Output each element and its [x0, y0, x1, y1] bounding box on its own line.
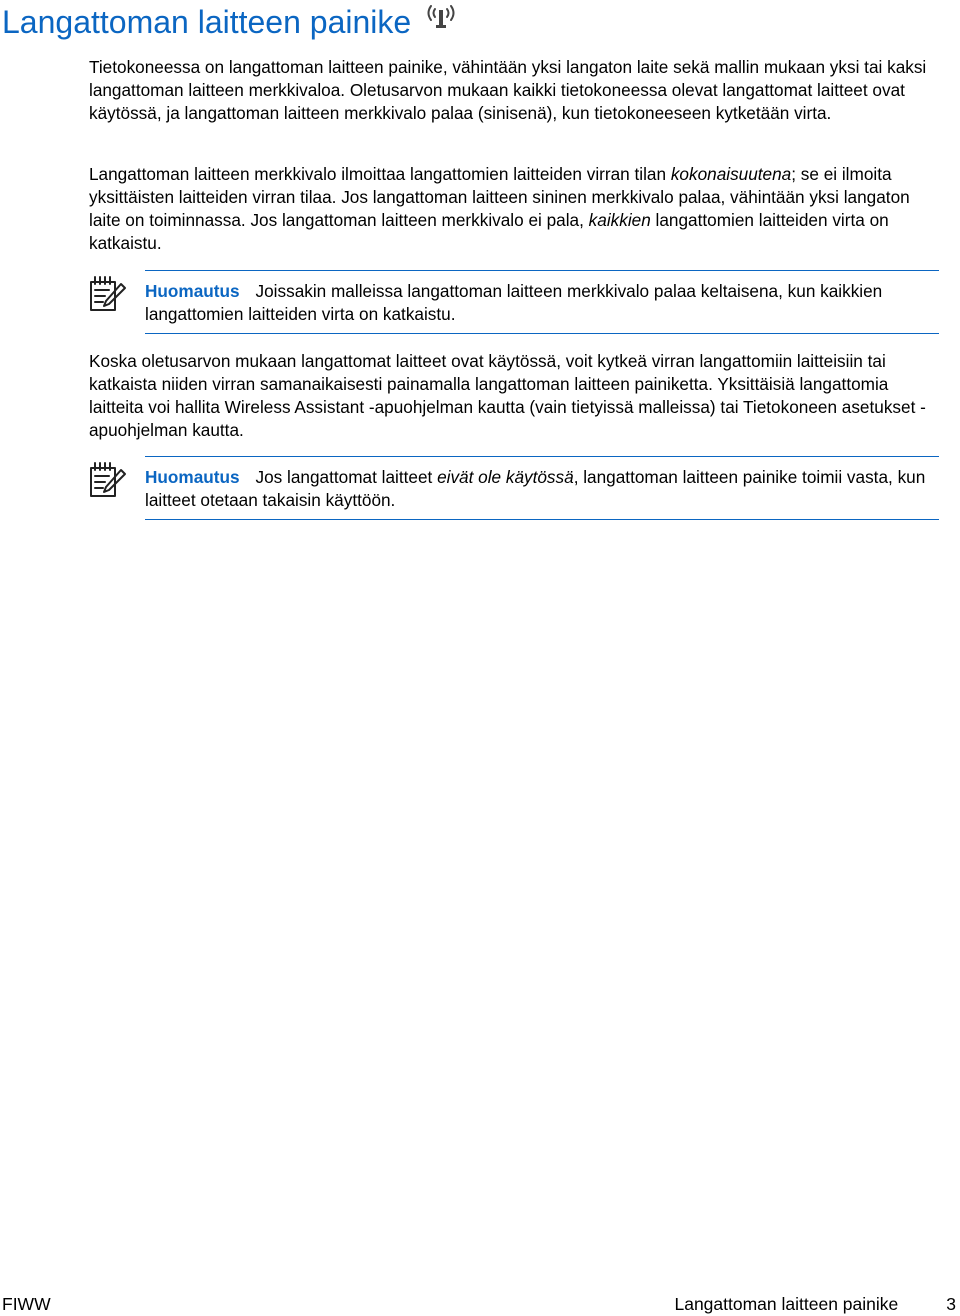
page-title [2, 0, 459, 44]
indicator-text-a: Langattoman laitteen merkkivalo ilmoittaa langattomien laitteiden virran tilan [89, 164, 671, 184]
footer-section-title: Langattoman laitteen painike [674, 1294, 899, 1314]
footer-page-number: 3 [946, 1294, 956, 1314]
wireless-antenna-icon [423, 2, 459, 32]
indicator-text-c: langattomien laitteiden virta on katkaistu. [89, 210, 889, 253]
intro-paragraph: Tietokoneessa on langattoman laitteen painike, vähintään yksi langaton laite sekä mallin mukaan yksi tai kaksi langattoman laitteen merkkivaloa. Oletusarvon mukaan kaikki tietokoneessa olevat langattomat laitteet ovat käytössä, ja langattoman laitteen merkkivalo palaa (sinisenä), kun tietokoneeseen kytketään virta. [89, 57, 927, 123]
indicator-emphasis-1: kokonaisuutena [670, 164, 792, 184]
footer-doc-code: FIWW [2, 1294, 51, 1314]
footer-right [674, 1292, 956, 1316]
control-paragraph: Koska oletusarvon mukaan langattomat laitteet ovat käytössä, voit kytkeä virran langattomiin laitteisiin tai katkaista niiden virran samanaikaisesti painamalla langattoman laitteen painiketta. Yksittäisiä langattomia laitteita voi hallita Wireless Assistant -apuohjelman kautta (vain tietyissä malleissa) tai Tietokoneen asetukset -apuohjelman kautta. [89, 351, 926, 440]
note-box-1 [145, 270, 939, 334]
note-2-body-b: , langattoman laitteen painike toimii vasta, kun laitteet otetaan takaisin käyttöön. [145, 467, 926, 510]
indicator-paragraph [89, 163, 941, 255]
page-title-text: Langattoman laitteen painike [2, 4, 412, 40]
note-box-2 [145, 456, 939, 520]
note-2-body-a: Jos langattomat laitteet [255, 467, 438, 487]
note-2-emphasis: eivät ole käytössä [437, 467, 574, 487]
note-1-body: Joissakin malleissa langattoman laitteen merkkivalo palaa keltaisena, kun kaikkien langattomien laitteiden virta on katkaistu. [145, 281, 883, 324]
note-pad-pencil-icon [87, 460, 127, 500]
note-1-text [145, 280, 939, 326]
note-pad-pencil-icon [87, 274, 127, 314]
note-2-label: Huomautus [145, 467, 240, 487]
note-1-label: Huomautus [145, 281, 240, 301]
indicator-emphasis-2: kaikkien [588, 210, 651, 230]
indicator-text-b: ; se ei ilmoita yksittäisten laitteiden virran tilaa. Jos langattoman laitteen sininen merkkivalo palaa, vähintään yksi langaton laite on toiminnassa. Jos langattoman laitteen merkkivalo ei pala, [89, 164, 910, 230]
note-2-text [145, 466, 939, 512]
